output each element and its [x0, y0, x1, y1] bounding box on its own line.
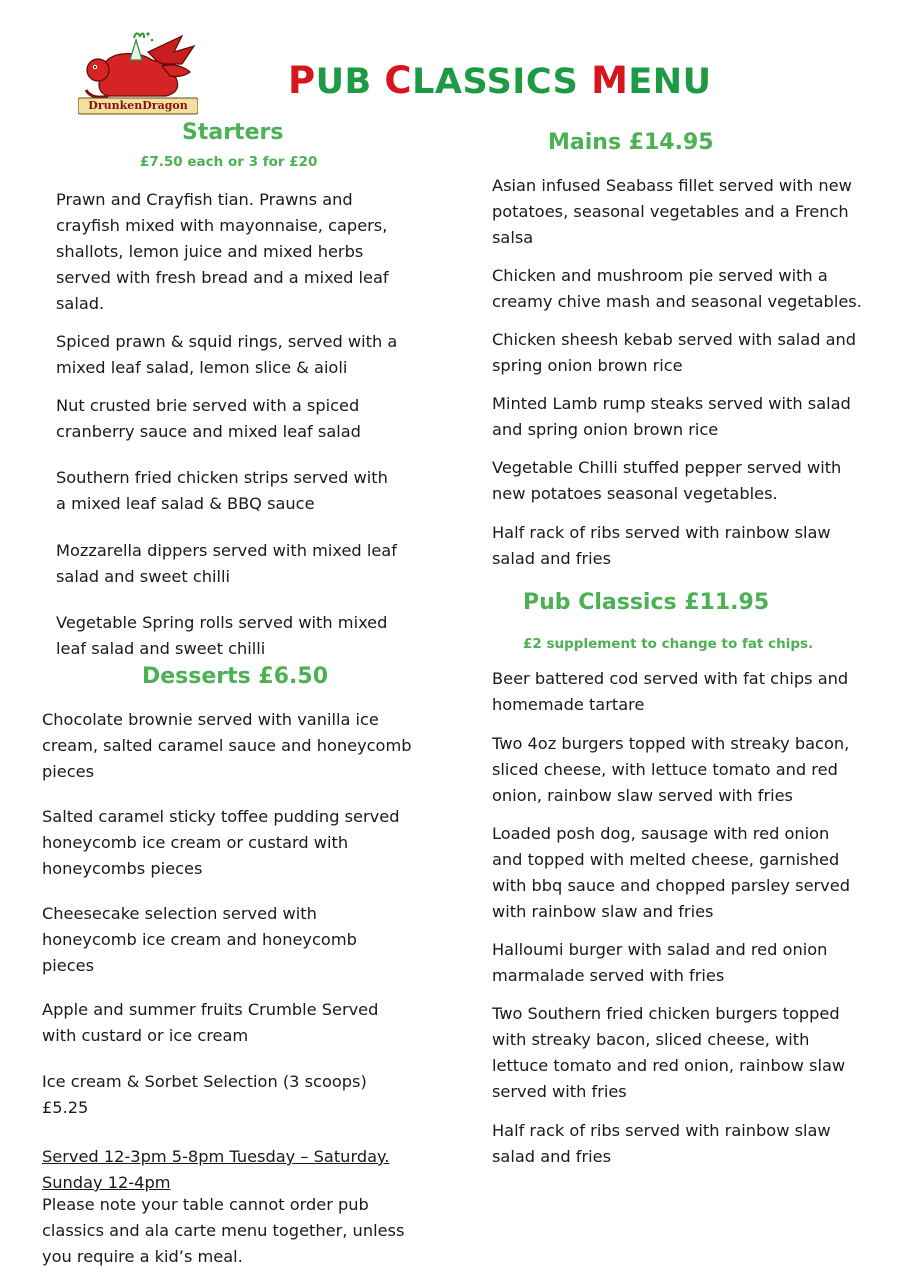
pub-classics-heading: Pub Classics £11.95 — [523, 590, 770, 615]
dessert-item: Salted caramel sticky toffee pudding served honeycomb ice cream or custard with honeycombs pieces — [42, 807, 400, 878]
title-letter-p: P — [288, 59, 316, 102]
dessert-item: Chocolate brownie served with vanilla ice cream, salted caramel sauce and honeycomb pieces — [42, 710, 412, 781]
pub-classic-item: Beer battered cod served with fat chips and homemade tartare — [492, 669, 849, 714]
pub-classic-item: Loaded posh dog, sausage with red onion and topped with melted cheese, garnished with bbq sauce and chopped parsley served with rainbow slaw and fries — [492, 824, 850, 921]
logo-text: DrunkenDragon — [88, 99, 188, 112]
starter-item: Mozzarella dippers served with mixed leaf salad and sweet chilli — [56, 541, 397, 586]
main-item: Half rack of ribs served with rainbow slaw salad and fries — [492, 523, 831, 568]
dessert-item: Ice cream & Sorbet Selection (3 scoops) £5.25 — [42, 1072, 367, 1117]
pub-classic-item: Half rack of ribs served with rainbow slaw salad and fries — [492, 1121, 831, 1166]
dessert-item: Cheesecake selection served with honeycomb ice cream and honeycomb pieces — [42, 904, 357, 975]
dessert-item: Apple and summer fruits Crumble Served with custard or ice cream — [42, 1000, 379, 1045]
starters-price-note: £7.50 each or 3 for £20 — [140, 154, 318, 170]
starter-item: Prawn and Crayfish tian. Prawns and crayfish mixed with mayonnaise, capers, shallots, lemon juice and mixed herbs served with fresh bread and a mixed leaf salad. — [56, 190, 389, 313]
title-letter-m: M — [591, 59, 629, 102]
pub-classic-item: Two Southern fried chicken burgers topped with streaky bacon, sliced cheese, with lettuce tomato and red onion, rainbow slaw served with fries — [492, 1004, 846, 1101]
starter-item: Southern fried chicken strips served with a mixed leaf salad & BBQ sauce — [56, 468, 388, 513]
mains-heading: Mains £14.95 — [548, 130, 714, 155]
main-item: Chicken and mushroom pie served with a creamy chive mash and seasonal vegetables. — [492, 266, 862, 311]
page-title — [288, 59, 712, 102]
serving-hours: Served 12-3pm 5-8pm Tuesday – Saturday. Sunday 12-4pm — [42, 1147, 390, 1192]
pub-classic-item: Two 4oz burgers topped with streaky bacon, sliced cheese, with lettuce tomato and red onion, rainbow slaw served with fries — [492, 734, 850, 805]
starter-item: Vegetable Spring rolls served with mixed leaf salad and sweet chilli — [56, 613, 388, 658]
starter-item: Spiced prawn & squid rings, served with a mixed leaf salad, lemon slice & aioli — [56, 332, 398, 377]
starters-heading: Starters — [182, 120, 284, 145]
pub-classic-item: Halloumi burger with salad and red onion marmalade served with fries — [492, 940, 828, 985]
main-item: Chicken sheesh kebab served with salad and spring onion brown rice — [492, 330, 857, 375]
starter-item: Nut crusted brie served with a spiced cranberry sauce and mixed leaf salad — [56, 396, 361, 441]
main-item: Minted Lamb rump steaks served with salad and spring onion brown rice — [492, 394, 851, 439]
title-letter-c: C — [384, 59, 413, 102]
order-note: Please note your table cannot order pub classics and ala carte menu together, unless you require a kid’s meal. — [42, 1195, 405, 1266]
title-word-lassics: LASSICS — [412, 62, 592, 102]
desserts-heading: Desserts £6.50 — [142, 664, 329, 689]
title-word-ub: UB — [315, 62, 385, 102]
pub-classics-note: £2 supplement to change to fat chips. — [523, 636, 814, 652]
main-item: Vegetable Chilli stuffed pepper served with new potatoes seasonal vegetables. — [492, 458, 842, 503]
title-word-enu: ENU — [628, 62, 712, 102]
drunken-dragon-logo — [78, 30, 198, 116]
main-item: Asian infused Seabass fillet served with new potatoes, seasonal vegetables and a French salsa — [492, 176, 852, 247]
